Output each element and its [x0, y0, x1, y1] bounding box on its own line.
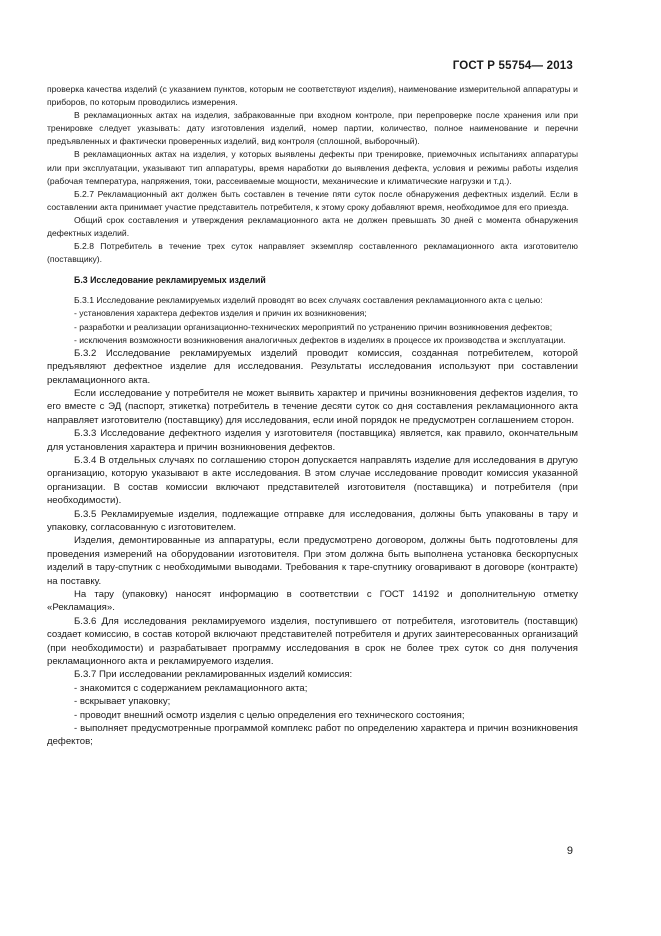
- paragraph: Если исследование у потребителя не может выявить характер и причины возникновения дефектов изделия, то его вместе с ЭД (паспорт, этикетка) потребитель в течение десяти суток со дня составления рекламационного акта направляет изготовителю (поставщику) для исследования, если иной порядок не предусмотрен соглашением сторон.: [47, 387, 578, 426]
- page-header: [0, 60, 661, 76]
- list-item: - знакомится с содержанием рекламационного акта;: [74, 682, 308, 694]
- paragraph: В рекламационных актах на изделия, у которых выявлены дефекты при тренировке, приемочных испытаниях аппаратуры или при эксплуатации, указывают тип аппаратуры, время наработки до выявления дефекта, условия и режимы работы изделия (рабочая температура, напряжения, токи, рассеиваемые мощности, механические и климатические нагрузки и т.д.).: [47, 149, 578, 186]
- list-item: - установления характера дефектов изделия и причин их возникновения;: [74, 308, 367, 319]
- paragraph: Общий срок составления и утверждения рекламационного акта не должен превышать 30 дней с момента обнаружения дефектных изделий.: [47, 214, 578, 239]
- paragraph: Б.3.7 При исследовании рекламированных изделий комиссия:: [74, 669, 353, 681]
- paragraph: Б.3.1 Исследование рекламируемых изделий проводят во всех случаях составления рекламационного акта с целью:: [74, 295, 543, 306]
- section-heading: Б.3 Исследование рекламируемых изделий: [74, 275, 266, 286]
- list-item: - разработки и реализации организационно-технических мероприятий по устранению причин возникновения дефектов;: [74, 321, 553, 332]
- paragraph: Б.2.8 Потребитель в течение трех суток направляет экземпляр составленного рекламационного акта изготовителю (поставщику).: [47, 241, 578, 265]
- list-item: - выполняет предусмотренные программой комплекс работ по определению характера и причин возникновения дефектов;: [47, 723, 578, 748]
- paragraph: Б.3.4 В отдельных случаях по соглашению сторон допускается направлять изделие для исследования в другую организацию, которую указывают в акте исследования. В этом случае исследование проводит комиссия указанной организации. В состав комиссии включают представителей изготовителя (поставщика) и потребителя (при необходимости).: [47, 454, 578, 507]
- standard-designation: ГОСТ Р 55754— 2013: [452, 60, 573, 72]
- paragraph: Б.3.3 Исследование дефектного изделия у изготовителя (поставщика) является, как правило, окончательным для установления характера и причин возникновения дефектов.: [47, 428, 578, 453]
- paragraph: Б.3.5 Рекламируемые изделия, подлежащие отправке для исследования, должны быть упакованы в тару и упаковку, согласованную с изготовителем.: [47, 508, 578, 533]
- list-item: - проводит внешний осмотр изделия с целью определения его технического состояния;: [74, 709, 465, 721]
- paragraph: Б.2.7 Рекламационный акт должен быть составлен в течение пяти суток после обнаружения дефектных изделий. Если в составлении акта принимает участие представитель потребителя, к этому сроку добавляют время, необходимое для его приезда.: [47, 188, 578, 212]
- list-item: - исключения возможности возникновения аналогичных дефектов в изделиях в процессе их производства и эксплуатации.: [74, 334, 566, 345]
- paragraph: На тару (упаковку) наносят информацию в соответствии с ГОСТ 14192 и дополнительную отметку «Рекламация».: [47, 589, 578, 614]
- paragraph: Б.3.6 Для исследования рекламируемого изделия, поступившего от потребителя, изготовитель (поставщик) создает комиссию, в состав которой включают представителей потребителя и других заинтересованных организаций (при необходимости) и разрабатывает программу исследования в срок не более трех суток со дня получения рекламационного акта и рекламируемого изделия.: [47, 615, 578, 668]
- list-item: - вскрывает упаковку;: [74, 696, 171, 708]
- paragraph: Б.3.2 Исследование рекламируемых изделий проводит комиссия, созданная потребителем, которой предъявляют дефектное изделие для исследования. Результаты исследования используют при составлении рекламационного акта.: [47, 347, 578, 386]
- paragraph: В рекламационных актах на изделия, забракованные при входном контроле, при перепроверке после хранения или при тренировке следует указывать: дату изготовления изделий, номер партии, количество, полное наименование и перечни предъявленных и фактически проверенных изделий, вид контроля (сплошной, выборочный).: [47, 110, 578, 147]
- page-number: 9: [566, 845, 573, 857]
- paragraph: проверка качества изделий (с указанием пунктов, которым не соответствуют изделия), наименование измерительной аппаратуры и приборов, по которым проводились измерения.: [47, 84, 578, 108]
- paragraph: Изделия, демонтированные из аппаратуры, если предусмотрено договором, должны быть подготовлены для проведения измерений на оборудовании изготовителя. При этом должна быть выполнена установка бескорпусных изделий в тару-спутник с необходимыми выводами. Требования к таре-спутнику оговаривают в договоре (контракте) на поставку.: [47, 535, 578, 587]
- document-body: [47, 83, 578, 749]
